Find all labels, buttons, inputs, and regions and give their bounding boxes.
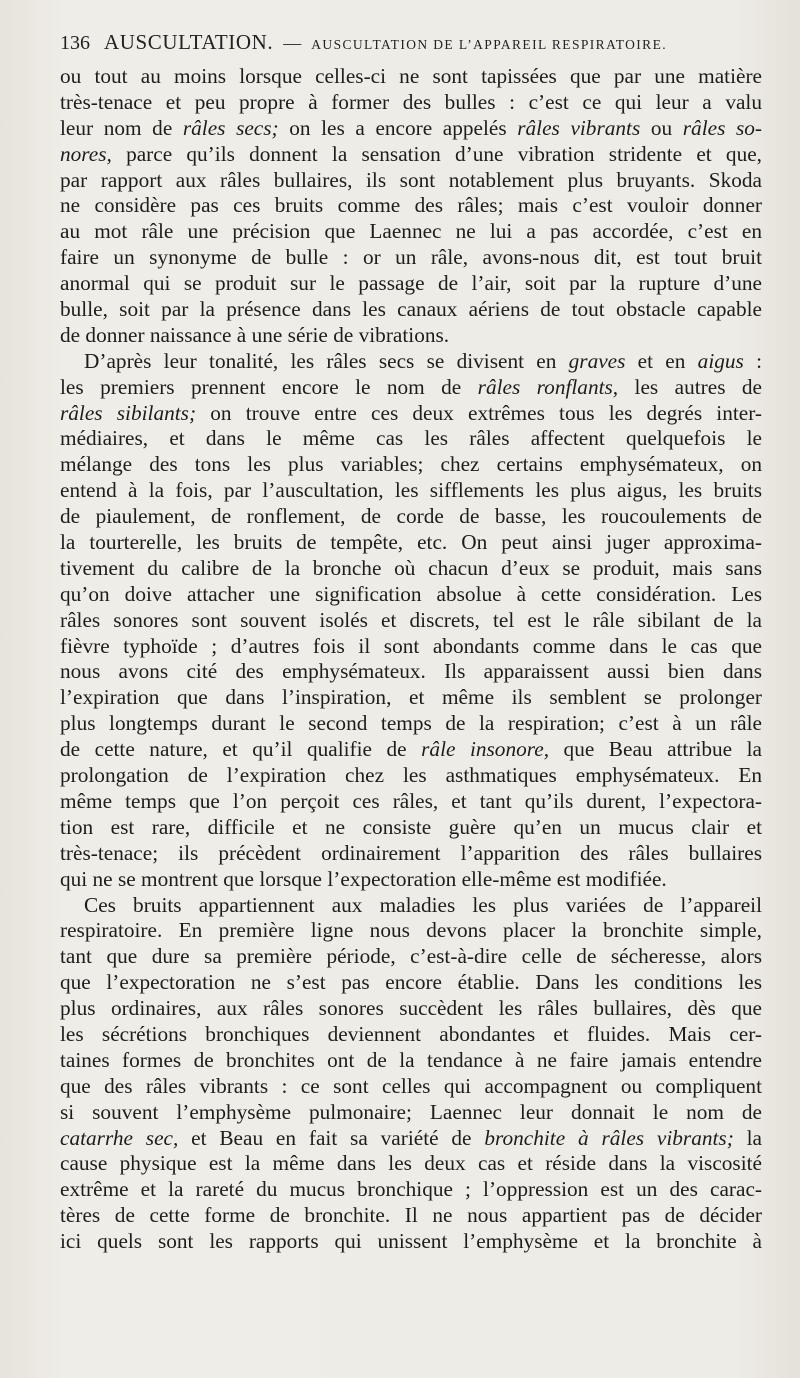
text-line: plus longtemps durant le second temps de la respiration; c’est à un râle [60,711,762,736]
text-line: l’expiration que dans l’inspiration, et même ils semblent se prolonger [60,685,762,710]
text-line: entend à la fois, par l’auscultation, les sifflements les plus aigus, les bruits [60,478,762,503]
text-line: nous avons cité des emphysémateux. Ils apparaissent aussi bien dans [60,659,762,684]
text-line: les premiers prennent encore le nom de râles ronflants, les autres de [60,374,762,399]
text-line: par rapport aux râles bullaires, ils sont notablement plus bruyants. Skoda [60,167,762,192]
text-line: bulle, soit par la présence dans les canaux aériens de tout obstacle capable [60,297,762,322]
text-line: médiaires, et dans le même cas les râles affectent quelquefois le [60,426,762,451]
text-line: très-tenace; ils précèdent ordinairement l’apparition des râles bullaires [60,840,762,865]
text-line: ici quels sont les rapports qui unissent l’emphysème et la bronchite à [60,1229,762,1254]
text-line: tion est rare, difficile et ne consiste guère qu’en un mucus clair et [60,814,762,839]
paragraph-start: D’après leur tonalité, les râles secs se divisent en graves et en aigus : [84,348,763,373]
text-line: tivement du calibre de la bronche où chacun d’eux se produit, mais sans [60,555,762,580]
text-line: faire un synonyme de bulle : or un râle, avons-nous dit, est tout bruit [60,245,762,270]
header-separator: — [283,33,302,53]
text-line: que l’expectoration ne s’est pas encore établie. Dans les conditions les [60,970,762,995]
text-line: fièvre typhoïde ; d’autres fois il sont abondants comme dans le cas que [60,633,762,658]
text-line: ne considère pas ces bruits comme des râles; mais c’est vouloir donner [60,193,762,218]
body-text [60,64,762,1255]
text-line: tant que dure sa première période, c’est-à-dire celle de sécheresse, alors [60,944,762,969]
text-line: respiratoire. En première ligne nous devons placer la bronchite simple, [60,918,762,943]
text-line: qui ne se montrent que lorsque l’expectoration elle-même est modifiée. [60,866,667,891]
text-line: de piaulement, de ronflement, de corde de basse, les roucoulements de [60,504,762,529]
text-line: de donner naissance à une série de vibrations. [60,322,450,347]
text-line: nores, parce qu’ils donnent la sensation d’une vibration stridente et que, [60,141,762,166]
text-line: de cette nature, et qu’il qualifie de râle insonore, que Beau attribue la [60,737,762,762]
text-line: que des râles vibrants : ce sont celles qui accompagnent ou compliquent [60,1073,762,1098]
running-header [60,30,762,60]
text-line: la tourterelle, les bruits de tempête, etc. On peut ainsi juger approxima- [60,530,762,555]
text-line: si souvent l’emphysème pulmonaire; Laennec leur donnait le nom de [60,1099,762,1124]
running-title: AUSCULTATION. [104,30,274,54]
text-line: mélange des tons les plus variables; chez certains emphysémateux, on [60,452,762,477]
text-line: extrême et la rareté du mucus bronchique ; l’oppression est un des carac- [60,1177,762,1202]
text-line: prolongation de l’expiration chez les asthmatiques emphysémateux. En [60,763,762,788]
text-line: râles sibilants; on trouve entre ces deux extrêmes tous les degrés inter- [60,400,763,425]
text-line: râles sonores sont souvent isolés et discrets, tel est le râle sibilant de la [60,607,762,632]
page-number: 136 [60,32,90,54]
text-line: ou tout au moins lorsque celles-ci ne sont tapissées que par une matière [60,64,762,88]
text-line: plus ordinaires, aux râles sonores succèdent les râles bullaires, dès que [60,996,762,1021]
text-line: leur nom de râles secs; on les a encore appelés râles vibrants ou râles so- [60,115,762,140]
text-line: taines formes de bronchites ont de la tendance à ne faire jamais entendre [60,1047,762,1072]
running-subtitle: AUSCULTATION DE L’APPAREIL RESPIRATOIRE. [311,37,667,52]
text-line: catarrhe sec, et Beau en fait sa variété de bronchite à râles vibrants; la [60,1125,762,1150]
text-line: qu’on doive attacher une signification absolue à cette considération. Les [60,581,762,606]
text-line: les sécrétions bronchiques deviennent abondantes et fluides. Mais cer- [60,1021,762,1046]
text-line: cause physique est la même dans les deux cas et réside dans la viscosité [60,1151,762,1176]
text-line: très-tenace et peu propre à former des bulles : c’est ce qui leur a valu [60,89,762,114]
text-line: au mot râle une précision que Laennec ne lui a pas accordée, c’est en [60,219,762,244]
text-line: anormal qui se produit sur le passage de l’air, soit par la rupture d’une [60,271,762,296]
text-line: même temps que l’on perçoit ces râles, et tant qu’ils durent, l’expectora- [60,788,762,813]
text-line: tères de cette forme de bronchite. Il ne nous appartient pas de décider [60,1203,762,1228]
paragraph-start: Ces bruits appartiennent aux maladies les plus variées de l’appareil [84,892,762,917]
